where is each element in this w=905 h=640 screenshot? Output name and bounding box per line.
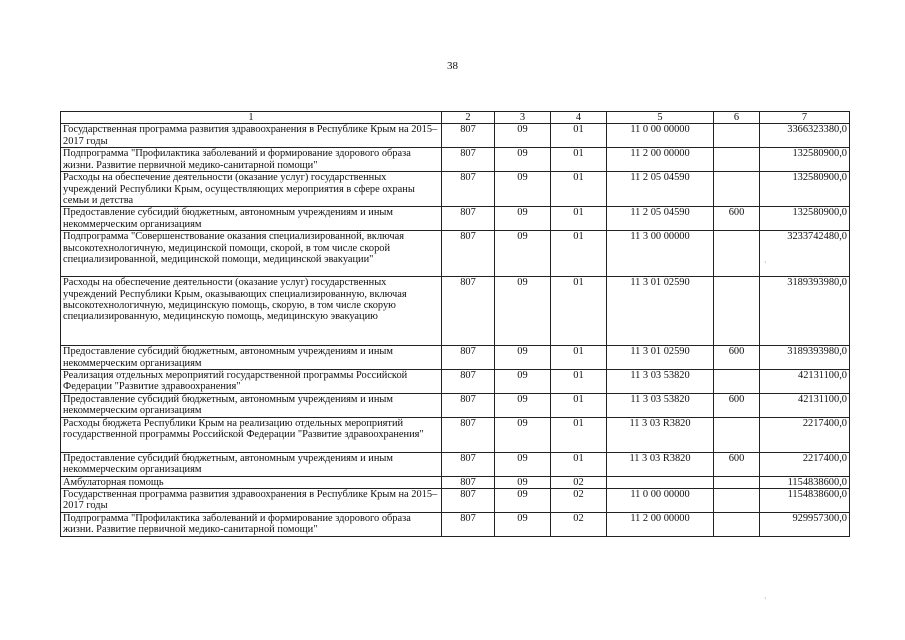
row-section-cell: 09 — [495, 488, 551, 512]
row-expense-type-cell — [714, 231, 760, 277]
row-subsection-cell: 01 — [551, 346, 607, 370]
table-row — [61, 488, 850, 512]
table-row — [61, 148, 850, 172]
row-ministry-code-cell: 807 — [442, 512, 495, 536]
row-subsection-cell: 01 — [551, 277, 607, 346]
row-amount-cell: 2217400,0 — [760, 452, 850, 476]
row-expense-type-cell: 600 — [714, 346, 760, 370]
row-ministry-code-cell: 807 — [442, 172, 495, 207]
table-row — [61, 417, 850, 452]
column-header: 3 — [495, 112, 551, 124]
table-row — [61, 370, 850, 394]
row-subsection-cell: 01 — [551, 172, 607, 207]
row-target-article-cell: 11 3 00 00000 — [607, 231, 714, 277]
row-name-cell: Подпрограмма "Совершенствование оказания специализированной, включая высокотехнологичную, медицинской помощи, скорой, в том числе скорой специализированной, медицинской помощи, медицинской эвакуации" — [61, 231, 442, 277]
column-header: 1 — [61, 112, 442, 124]
scan-mark: · — [764, 258, 767, 267]
row-expense-type-cell — [714, 370, 760, 394]
row-subsection-cell: 01 — [551, 148, 607, 172]
row-amount-cell: 3233742480,0 — [760, 231, 850, 277]
row-expense-type-cell — [714, 172, 760, 207]
row-name-cell: Амбулаторная помощь — [61, 476, 442, 488]
row-target-article-cell: 11 3 03 53820 — [607, 370, 714, 394]
row-expense-type-cell — [714, 277, 760, 346]
row-subsection-cell: 02 — [551, 512, 607, 536]
row-target-article-cell: 11 2 05 04590 — [607, 207, 714, 231]
table-row — [61, 476, 850, 488]
row-expense-type-cell — [714, 148, 760, 172]
row-expense-type-cell: 600 — [714, 452, 760, 476]
row-section-cell: 09 — [495, 346, 551, 370]
table-row — [61, 231, 850, 277]
budget-table — [60, 111, 850, 537]
row-amount-cell: 132580900,0 — [760, 207, 850, 231]
column-header: 7 — [760, 112, 850, 124]
row-target-article-cell — [607, 476, 714, 488]
row-subsection-cell: 01 — [551, 452, 607, 476]
row-ministry-code-cell: 807 — [442, 148, 495, 172]
row-amount-cell: 42131100,0 — [760, 370, 850, 394]
row-amount-cell: 132580900,0 — [760, 172, 850, 207]
row-section-cell: 09 — [495, 393, 551, 417]
row-section-cell: 09 — [495, 231, 551, 277]
row-subsection-cell: 02 — [551, 476, 607, 488]
row-subsection-cell: 01 — [551, 393, 607, 417]
table-row — [61, 207, 850, 231]
row-section-cell: 09 — [495, 148, 551, 172]
table-row — [61, 512, 850, 536]
row-target-article-cell: 11 3 03 R3820 — [607, 452, 714, 476]
row-subsection-cell: 01 — [551, 370, 607, 394]
row-target-article-cell: 11 0 00 00000 — [607, 488, 714, 512]
row-target-article-cell: 11 3 03 R3820 — [607, 417, 714, 452]
row-target-article-cell: 11 0 00 00000 — [607, 124, 714, 148]
column-header: 4 — [551, 112, 607, 124]
column-header-row — [61, 112, 850, 124]
row-name-cell: Предоставление субсидий бюджетным, автономным учреждениям и иным некоммерческим организациям — [61, 393, 442, 417]
row-expense-type-cell — [714, 417, 760, 452]
row-amount-cell: 2217400,0 — [760, 417, 850, 452]
row-section-cell: 09 — [495, 452, 551, 476]
row-ministry-code-cell: 807 — [442, 393, 495, 417]
row-expense-type-cell: 600 — [714, 207, 760, 231]
row-ministry-code-cell: 807 — [442, 370, 495, 394]
table-row — [61, 452, 850, 476]
row-section-cell: 09 — [495, 476, 551, 488]
row-section-cell: 09 — [495, 370, 551, 394]
row-name-cell: Расходы на обеспечение деятельности (оказание услуг) государственных учреждений Республики Крым, оказывающих специализированную, включая высокотехнологичную, медицинскую помощь, скорую, в том числе скорую специализированную, медицинскую помощь, медицинскую эвакуацию — [61, 277, 442, 346]
row-amount-cell: 929957300,0 — [760, 512, 850, 536]
row-expense-type-cell — [714, 476, 760, 488]
row-target-article-cell: 11 3 03 53820 — [607, 393, 714, 417]
row-subsection-cell: 02 — [551, 488, 607, 512]
row-subsection-cell: 01 — [551, 207, 607, 231]
column-header: 2 — [442, 112, 495, 124]
row-amount-cell: 1154838600,0 — [760, 476, 850, 488]
scan-mark: · — [764, 594, 767, 603]
row-subsection-cell: 01 — [551, 124, 607, 148]
row-subsection-cell: 01 — [551, 231, 607, 277]
column-header: 5 — [607, 112, 714, 124]
budget-table-body — [61, 124, 850, 536]
row-section-cell: 09 — [495, 172, 551, 207]
row-amount-cell: 42131100,0 — [760, 393, 850, 417]
row-expense-type-cell — [714, 488, 760, 512]
row-expense-type-cell: 600 — [714, 393, 760, 417]
row-ministry-code-cell: 807 — [442, 277, 495, 346]
row-target-article-cell: 11 2 05 04590 — [607, 172, 714, 207]
table-row — [61, 346, 850, 370]
table-row — [61, 172, 850, 207]
row-amount-cell: 3189393980,0 — [760, 346, 850, 370]
row-target-article-cell: 11 2 00 00000 — [607, 148, 714, 172]
page-number: 38 — [447, 60, 458, 72]
table-row — [61, 277, 850, 346]
row-ministry-code-cell: 807 — [442, 476, 495, 488]
column-header: 6 — [714, 112, 760, 124]
row-name-cell: Предоставление субсидий бюджетным, автономным учреждениям и иным некоммерческим организациям — [61, 346, 442, 370]
table-row — [61, 393, 850, 417]
row-ministry-code-cell: 807 — [442, 488, 495, 512]
row-section-cell: 09 — [495, 277, 551, 346]
row-target-article-cell: 11 3 01 02590 — [607, 346, 714, 370]
row-ministry-code-cell: 807 — [442, 231, 495, 277]
row-amount-cell: 3189393980,0 — [760, 277, 850, 346]
row-amount-cell: 1154838600,0 — [760, 488, 850, 512]
row-ministry-code-cell: 807 — [442, 207, 495, 231]
row-name-cell: Подпрограмма "Профилактика заболеваний и формирование здорового образа жизни. Развитие первичной медико-санитарной помощи" — [61, 512, 442, 536]
row-name-cell: Расходы бюджета Республики Крым на реализацию отдельных мероприятий государственной программы Российской Федерации "Развитие здравоохранения" — [61, 417, 442, 452]
row-target-article-cell: 11 2 00 00000 — [607, 512, 714, 536]
row-section-cell: 09 — [495, 207, 551, 231]
row-ministry-code-cell: 807 — [442, 452, 495, 476]
row-target-article-cell: 11 3 01 02590 — [607, 277, 714, 346]
row-name-cell: Реализация отдельных мероприятий государственной программы Российской Федерации "Развитие здравоохранения" — [61, 370, 442, 394]
row-subsection-cell: 01 — [551, 417, 607, 452]
row-section-cell: 09 — [495, 512, 551, 536]
row-expense-type-cell — [714, 124, 760, 148]
row-ministry-code-cell: 807 — [442, 124, 495, 148]
row-ministry-code-cell: 807 — [442, 417, 495, 452]
row-amount-cell: 132580900,0 — [760, 148, 850, 172]
row-name-cell: Государственная программа развития здравоохранения в Республике Крым на 2015–2017 годы — [61, 124, 442, 148]
table-row — [61, 124, 850, 148]
row-name-cell: Расходы на обеспечение деятельности (оказание услуг) государственных учреждений Республики Крым, осуществляющих мероприятия в сфере охраны семьи и детства — [61, 172, 442, 207]
row-name-cell: Предоставление субсидий бюджетным, автономным учреждениям и иным некоммерческим организациям — [61, 207, 442, 231]
row-name-cell: Предоставление субсидий бюджетным, автономным учреждениям и иным некоммерческим организациям — [61, 452, 442, 476]
row-amount-cell: 3366323380,0 — [760, 124, 850, 148]
row-ministry-code-cell: 807 — [442, 346, 495, 370]
scan-mark: · — [764, 143, 767, 152]
row-section-cell: 09 — [495, 417, 551, 452]
row-section-cell: 09 — [495, 124, 551, 148]
row-name-cell: Государственная программа развития здравоохранения в Республике Крым на 2015–2017 годы — [61, 488, 442, 512]
row-expense-type-cell — [714, 512, 760, 536]
row-name-cell: Подпрограмма "Профилактика заболеваний и формирование здорового образа жизни. Развитие первичной медико-санитарной помощи" — [61, 148, 442, 172]
